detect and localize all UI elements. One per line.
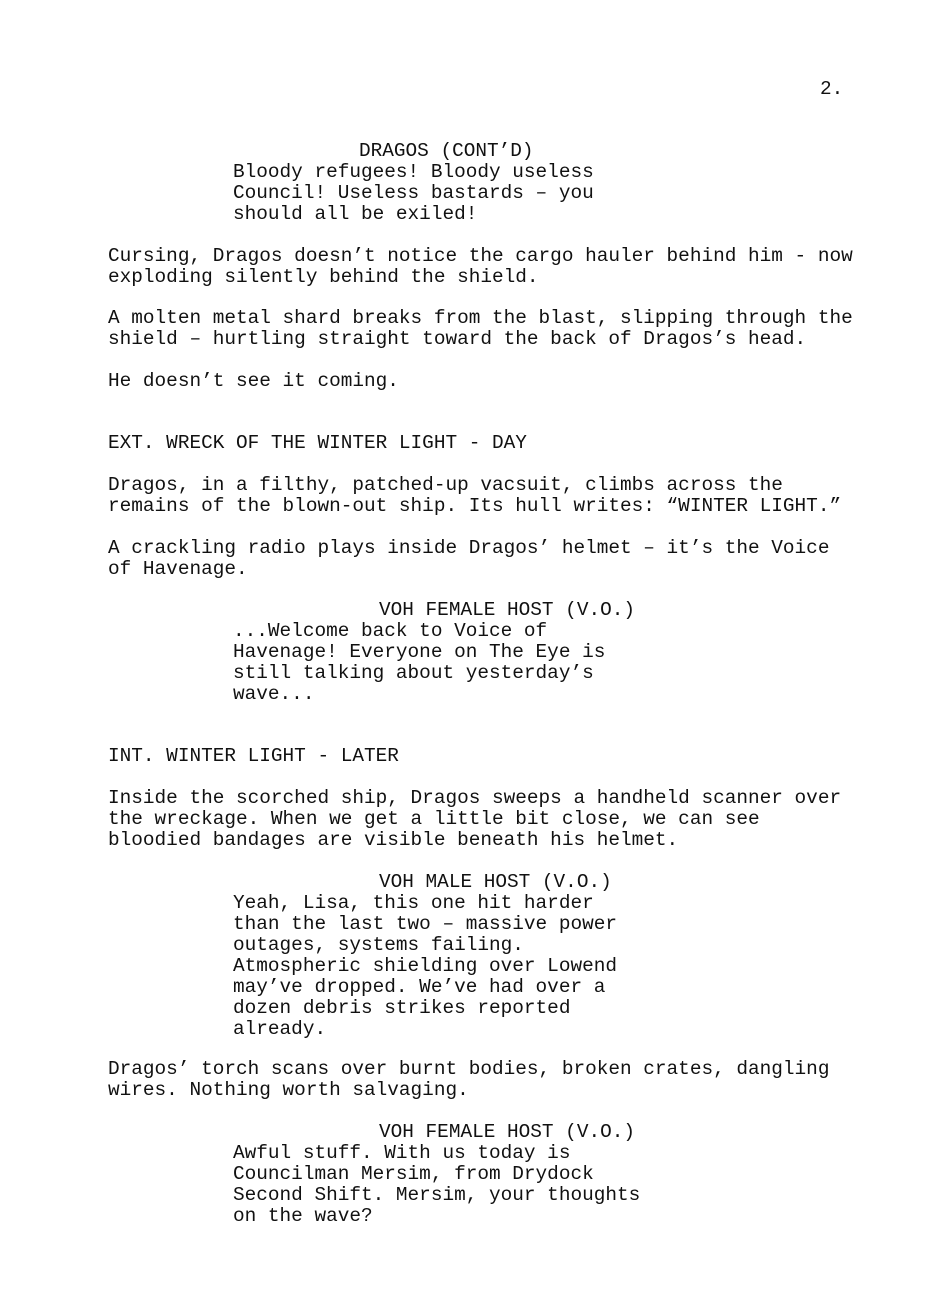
dialogue-line: outages, systems failing. [233,934,524,956]
dialogue-line: already. [233,1018,327,1040]
action-line: wires. Nothing worth salvaging. [108,1079,469,1101]
dialogue-line: Awful stuff. With us today is [233,1142,571,1164]
action-line: Inside the scorched ship, Dragos sweeps a handheld scanner over [108,787,842,809]
dialogue-line: Yeah, Lisa, this one hit harder [233,892,594,914]
page-number: 2. [820,78,844,100]
action-line: He doesn’t see it coming. [108,370,399,392]
dialogue-line: on the wave? [233,1205,373,1227]
action-line: shield – hurtling straight toward the back of Dragos’s head. [108,328,807,350]
action-line: the wreckage. When we get a little bit close, we can see [108,808,760,830]
action-line: A crackling radio plays inside Dragos’ helmet – it’s the Voice [108,537,830,559]
character-name: VOH FEMALE HOST (V.O.) [379,1121,635,1143]
dialogue-line: Council! Useless bastards – you [233,182,594,204]
character-name: VOH FEMALE HOST (V.O.) [379,599,635,621]
action-line: Cursing, Dragos doesn’t notice the cargo hauler behind him - now [108,245,853,267]
character-name: VOH MALE HOST (V.O.) [379,871,612,893]
action-line: remains of the blown-out ship. Its hull writes: “WINTER LIGHT.” [108,495,842,517]
dialogue-line: Havenage! Everyone on The Eye is [233,641,606,663]
scene-heading: EXT. WRECK OF THE WINTER LIGHT - DAY [108,432,527,454]
action-line: of Havenage. [108,558,248,580]
action-line: Dragos’ torch scans over burnt bodies, broken crates, dangling [108,1058,830,1080]
dialogue-line: wave... [233,683,315,705]
action-line: Dragos, in a filthy, patched-up vacsuit, climbs across the [108,474,783,496]
action-line: bloodied bandages are visible beneath his helmet. [108,829,679,851]
dialogue-line: may’ve dropped. We’ve had over a [233,976,606,998]
dialogue-line: Councilman Mersim, from Drydock [233,1163,594,1185]
dialogue-line: than the last two – massive power [233,913,617,935]
dialogue-line: still talking about yesterday’s [233,662,594,684]
dialogue-line: Second Shift. Mersim, your thoughts [233,1184,641,1206]
action-line: exploding silently behind the shield. [108,266,539,288]
dialogue-line: dozen debris strikes reported [233,997,571,1019]
scene-heading: INT. WINTER LIGHT - LATER [108,745,399,767]
dialogue-line: Bloody refugees! Bloody useless [233,161,594,183]
dialogue-line: Atmospheric shielding over Lowend [233,955,617,977]
dialogue-line: should all be exiled! [233,203,478,225]
dialogue-line: ...Welcome back to Voice of [233,620,548,642]
action-line: A molten metal shard breaks from the blast, slipping through the [108,307,853,329]
character-name: DRAGOS (CONT’D) [359,140,534,162]
